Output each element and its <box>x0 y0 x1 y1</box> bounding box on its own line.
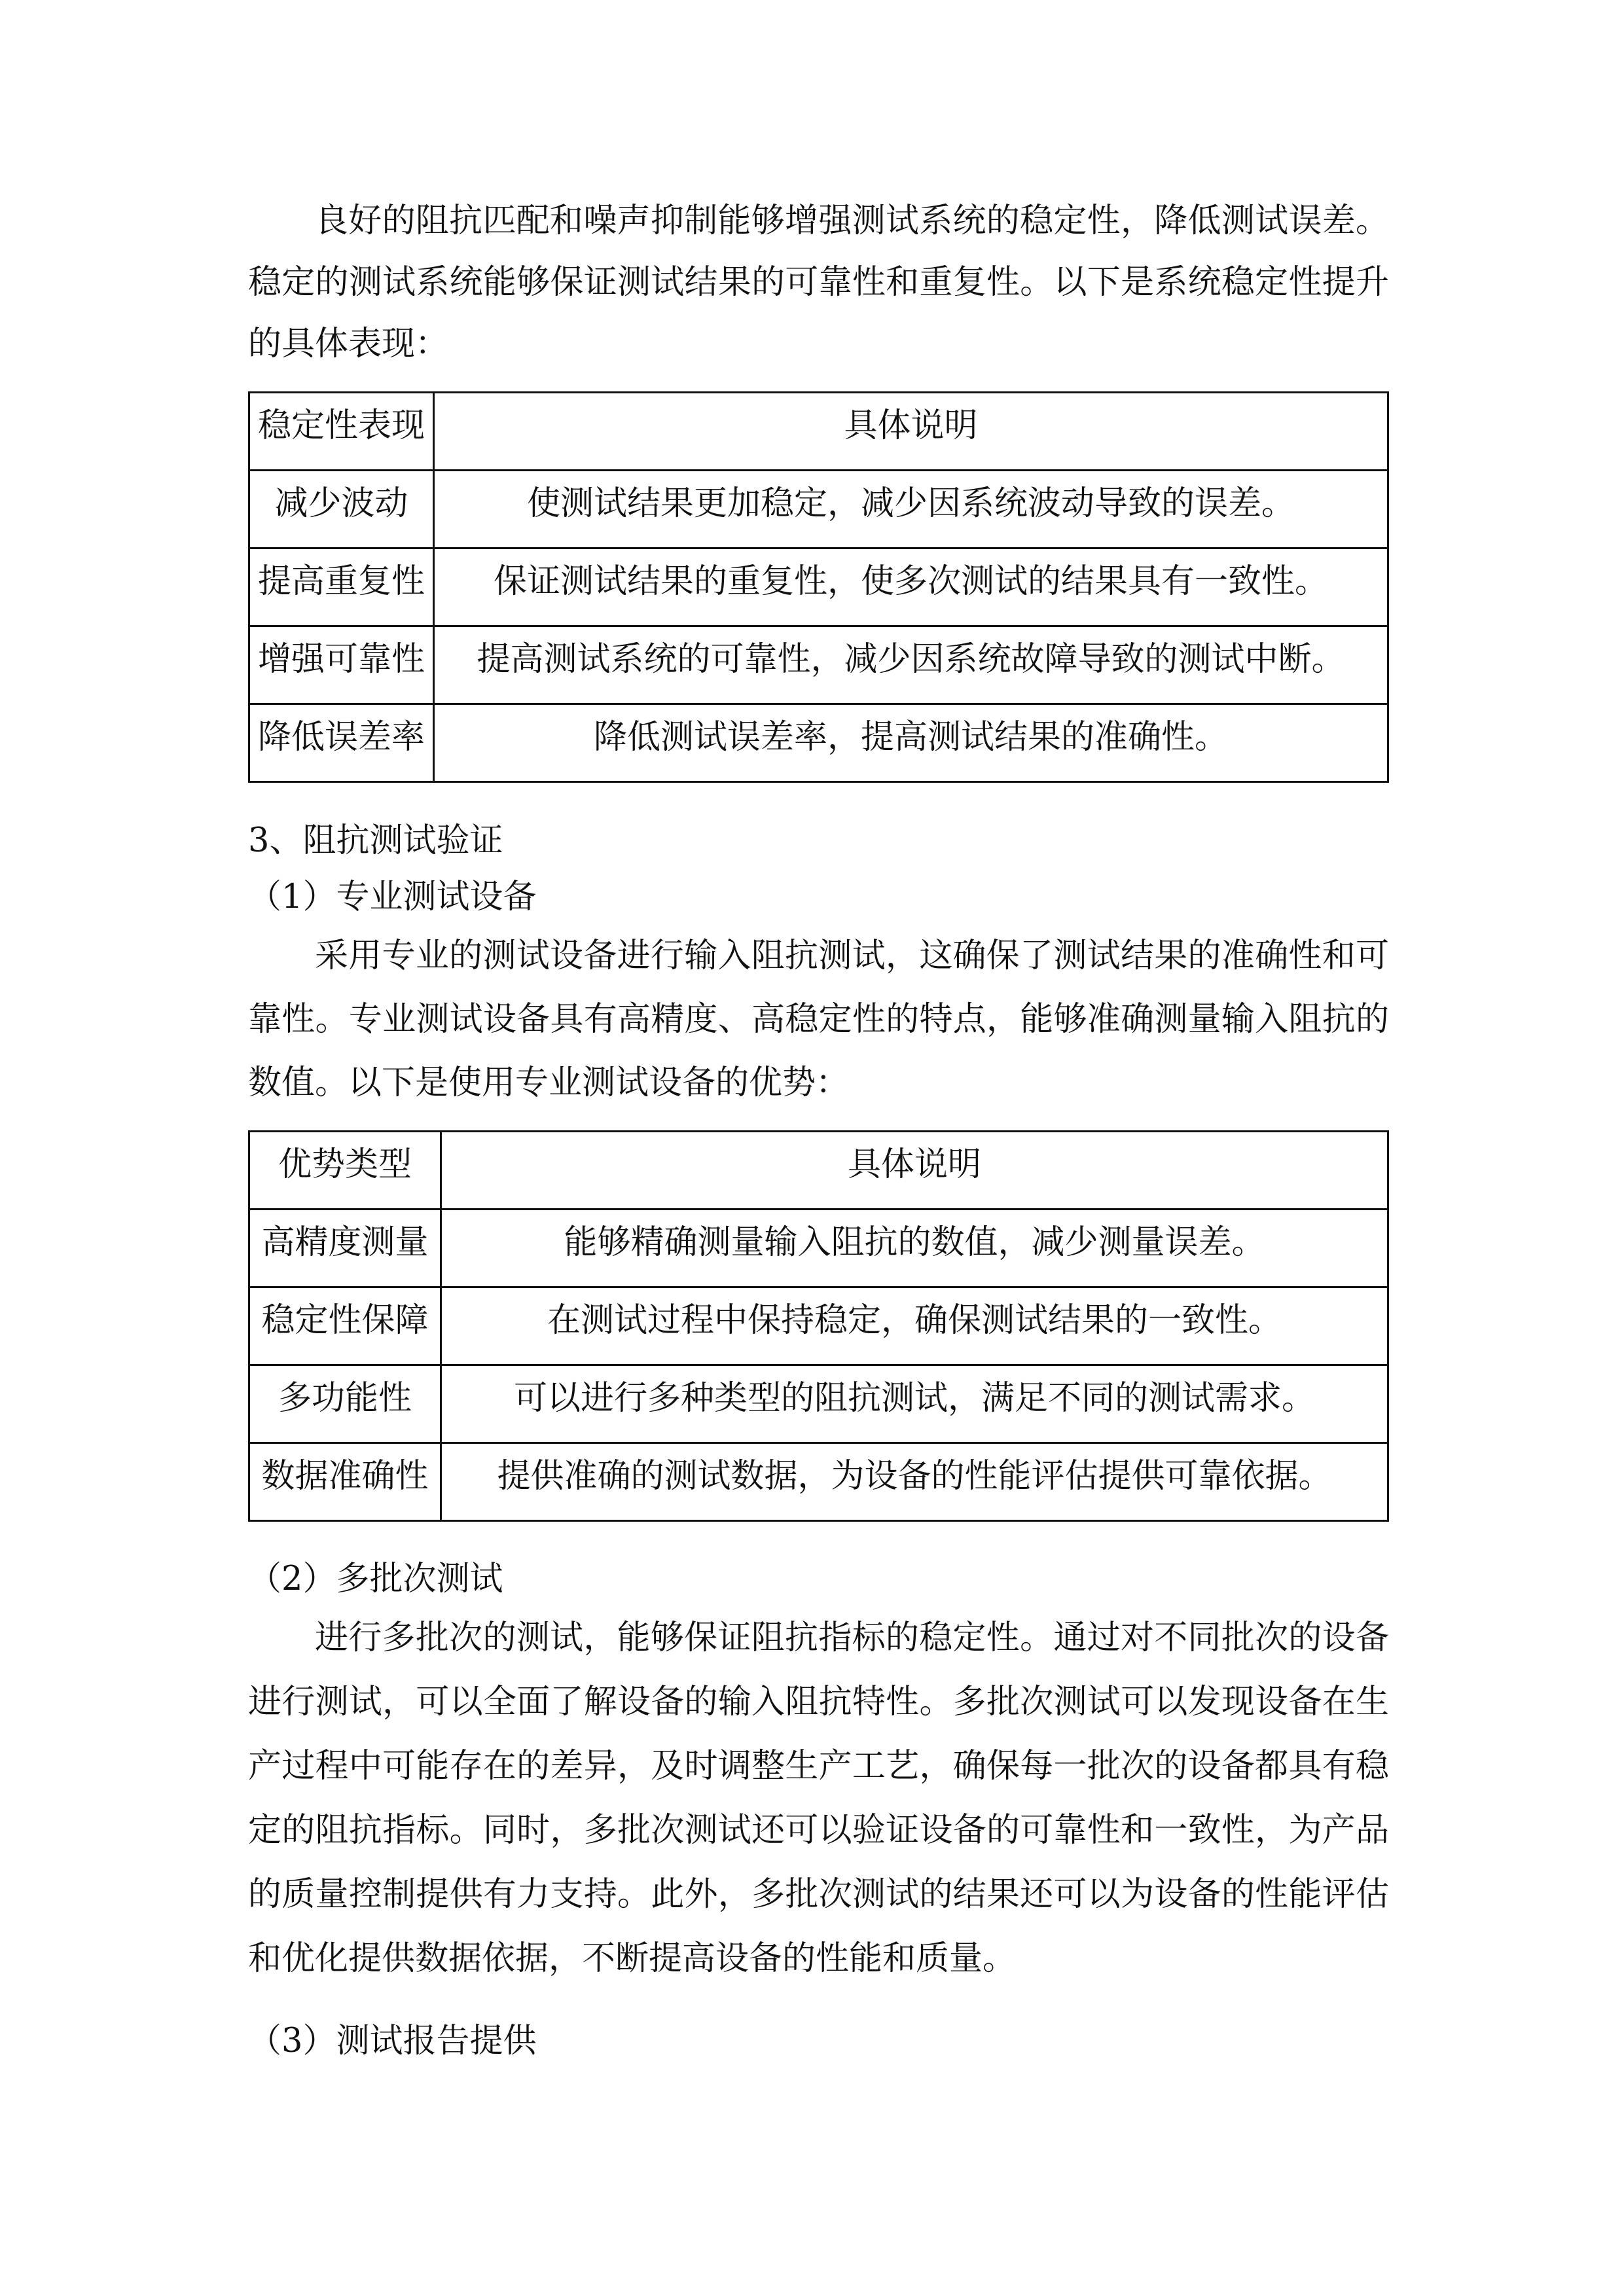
table-row <box>249 1210 1388 1287</box>
table-row <box>249 548 1388 626</box>
header-cell: 稳定性表现 <box>249 393 434 471</box>
table-cell: 提高重复性 <box>249 548 434 626</box>
table-cell: 减少波动 <box>249 471 434 548</box>
section-heading: 3、阻抗测试验证 <box>248 821 503 860</box>
table-row <box>249 1365 1388 1443</box>
intro-paragraph: 良好的阻抗匹配和噪声抑制能够增强测试系统的稳定性，降低测试误差。稳定的测试系统能够保证测试结果的可靠性和重复性。以下是系统稳定性提升的具体表现： <box>248 202 1389 363</box>
table-row <box>249 471 1388 548</box>
header-cell: 具体说明 <box>434 393 1388 471</box>
equipment-paragraph: 采用专业的测试设备进行输入阻抗测试，这确保了测试结果的准确性和可靠性。专业测试设备具有高精度、高稳定性的特点，能够准确测量输入阻抗的数值。以下是使用专业测试设备的优势： <box>248 937 1389 1102</box>
table-cell: 数据准确性 <box>249 1443 441 1521</box>
table-cell: 增强可靠性 <box>249 626 434 704</box>
subsection-heading: （3）测试报告提供 <box>248 2022 537 2060</box>
batch-testing-paragraph: 进行多批次的测试，能够保证阻抗指标的稳定性。通过对不同批次的设备进行测试，可以全面了解设备的输入阻抗特性。多批次测试可以发现设备在生产过程中可能存在的差异，及时调整生产工艺，确保每一批次的设备都具有稳定的阻抗指标。同时，多批次测试还可以验证设备的可靠性和一致性，为产品的质量控制提供有力支持。此外，多批次测试的结果还可以为设备的性能评估和优化提供数据依据，不断提高设备的性能和质量。 <box>248 1619 1389 1978</box>
header-cell: 具体说明 <box>441 1132 1388 1210</box>
table-row <box>249 1443 1388 1521</box>
table-cell: 提供准确的测试数据，为设备的性能评估提供可靠依据。 <box>441 1443 1388 1521</box>
table-cell: 保证测试结果的重复性，使多次测试的结果具有一致性。 <box>434 548 1388 626</box>
equipment-table <box>248 1130 1389 1522</box>
table-header-row <box>249 393 1388 471</box>
table-cell: 在测试过程中保持稳定，确保测试结果的一致性。 <box>441 1287 1388 1365</box>
table-cell: 稳定性保障 <box>249 1287 441 1365</box>
table-header-row <box>249 1132 1388 1210</box>
table-cell: 降低误差率 <box>249 704 434 782</box>
table-row <box>249 704 1388 782</box>
table-cell: 使测试结果更加稳定，减少因系统波动导致的误差。 <box>434 471 1388 548</box>
table-cell: 可以进行多种类型的阻抗测试，满足不同的测试需求。 <box>441 1365 1388 1443</box>
table-row <box>249 1287 1388 1365</box>
subsection-heading: （1）专业测试设备 <box>248 878 537 916</box>
table-row <box>249 626 1388 704</box>
table-cell: 降低测试误差率，提高测试结果的准确性。 <box>434 704 1388 782</box>
table-cell: 高精度测量 <box>249 1210 441 1287</box>
subsection-heading: （2）多批次测试 <box>248 1560 503 1598</box>
table-cell: 提高测试系统的可靠性，减少因系统故障导致的测试中断。 <box>434 626 1388 704</box>
table-cell: 能够精确测量输入阻抗的数值，减少测量误差。 <box>441 1210 1388 1287</box>
stability-table <box>248 391 1389 783</box>
table-cell: 多功能性 <box>249 1365 441 1443</box>
header-cell: 优势类型 <box>249 1132 441 1210</box>
